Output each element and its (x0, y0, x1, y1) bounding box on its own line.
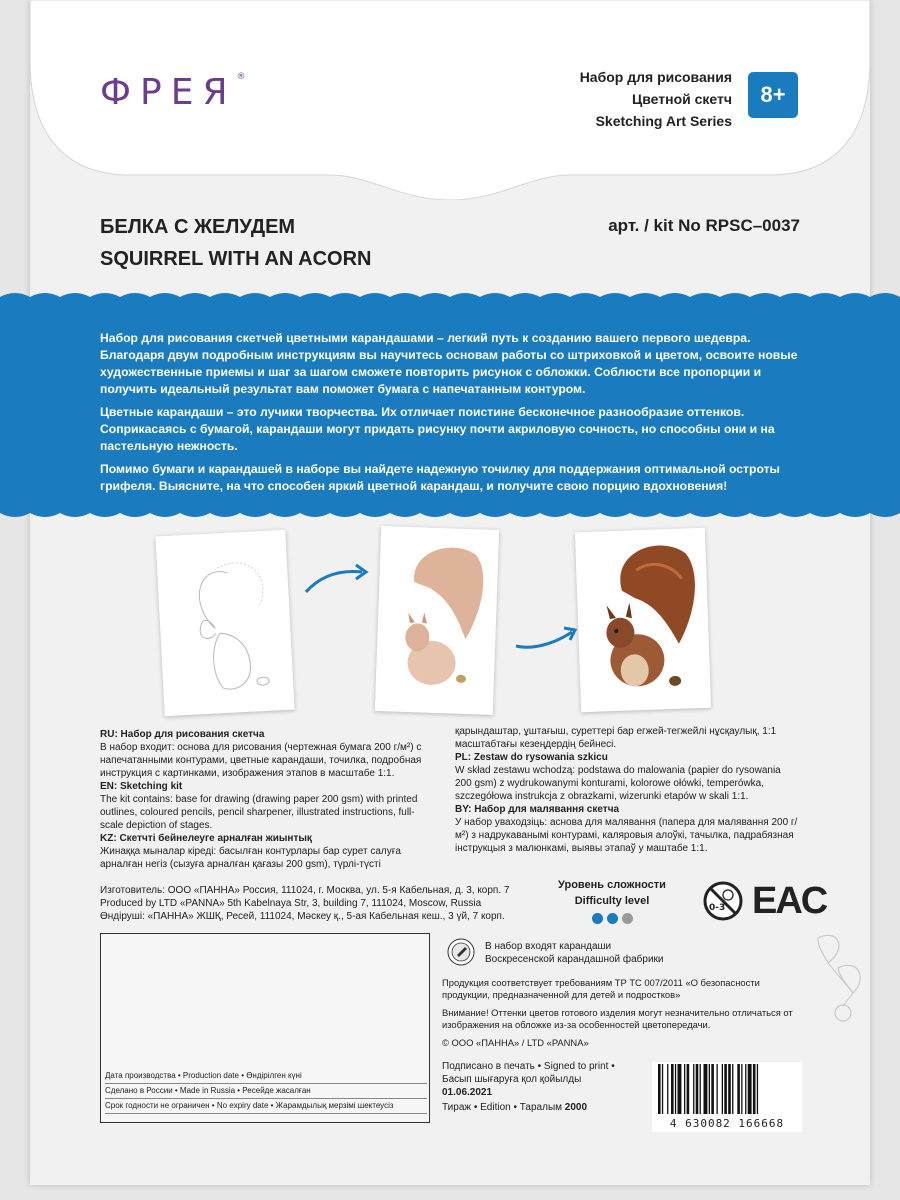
arrow-1-icon (302, 560, 372, 600)
compliance-info: Продукция соответствует требованиям ТР ТС 007/2011 «О безопасности продукции, предназначенной для детей и подростков» Внимание! Оттенки цветов готового изделия могут незначительно отличаться от изображения на обложке из-за особенностей цветопередачи. © ООО «ПАННА» / LTD «PANNA» (442, 977, 793, 1048)
svg-text:0-3: 0-3 (709, 903, 726, 913)
product-title-ru: БЕЛКА С ЖЕЛУДЕМ (100, 216, 296, 238)
stage-1-outline-image (155, 530, 294, 717)
description (100, 330, 800, 501)
series-name: Набор для рисования Цветной скетч Sketching Art Series (579, 69, 732, 129)
description-p2: Цветные карандаши – это лучики творчества. Их отличает поистине бесконечное разнообразие оттенков. Соприкасаясь с бумагой, карандаши могут придать рисунку почти акриловую сочность, но способны они и на пастельную нежность. (100, 405, 775, 453)
arrow-2-icon (512, 620, 582, 660)
product-title-en: SQUIRREL WITH AN ACORN (100, 248, 372, 270)
brand-logo: ФРЕЯ® (100, 72, 246, 113)
article-number: арт. / kit No RPSC–0037 (608, 216, 800, 235)
difficulty-dot (607, 913, 618, 924)
contents-left: RU: Набор для рисования скетча В набор входит: основа для рисования (чертежная бумага 200 г/м²) с напечатанными контурами, цветные карандаши, точилка, подробная инструкция с картинками, изображения этапов в масштабе 1:1. EN: Sketching kit The kit contains: base for drawing (drawing paper 200 gsm) with printed outlines, coloured pencils, pencil sharpener, illustrated instructions, full-scale depiction of stages. KZ: Скетчті бейнелеуге арналған жиынтық Жинаққа мыналар кіреді: басылған контурлары бар сурет салуға арналған негіз (сызуға арналған қағазы 200 gsm), түрлі-түсті (100, 729, 422, 870)
age-badge: 8+ (748, 72, 798, 118)
stage-3-final-image (575, 528, 711, 712)
edition-info: Тираж • Edition • Таралым 2000 (442, 1102, 588, 1113)
difficulty-level: Уровень сложности Difficulty level (552, 877, 672, 924)
age-warning-icon (702, 880, 744, 922)
production-sticker-area: Дата производства • Production date • Өндірілген күні Сделано в России • Made in Russia • Ресейде жасалған Срок годности не ограничен • No expiry date • Жарамдылық мерзімі шектеусіз (100, 933, 430, 1123)
print-signed-info: Подписано в печать • Signed to print • Басып шығаруға қол қойылды 01.06.2021 (442, 1061, 615, 1098)
difficulty-dot (592, 913, 603, 924)
contents-right: қарындаштар, ұштағыш, суреттері бар егжей-тегжейлі нұсқаулық, 1:1 масштабтағы кезеңдердің бейнесі. PL: Zestaw do rysowania szkicu W skład zestawu wchodzą: podstawa do malowania (papier do rysowania 200 gsm) z wydrukowanymi konturami, kolorowe ołówki, temperówka, szczegółowa instrukcja z obrazkami, wizerunki etapów w skali 1:1. BY: Набор для малявання скетча У набор уваходзіць: аснова для малявання (папера для малявання 200 г/м²) з надрукаванымі контурамі, каляровыя алоўкі, тачылка, падрабязная інструкцыя з малюнкамі, выявы этапаў у маштабе 1:1. (455, 726, 798, 854)
pencil-factory-note: В набор входят карандаши Воскресенской карандашной фабрики (447, 938, 797, 968)
manufacturer-info: Изготовитель: ООО «ПАННА» Россия, 111024, г. Москва, ул. 5-я Кабельная, д. 3, корп. 7 Produced by LTD «PANNA» 5th Kabelnaya Str, 3, building 7, 111024, Moscow, Russia Өндіруші: «ПАННА» ЖШҚ, Ресей, 111024, Мәскеу қ., 5-ая Кабельная кеш., 3 үй, 7 корп. (100, 885, 510, 922)
description-p1: Набор для рисования скетчей цветными карандашами – легкий путь к созданию вашего первого шедевра. Благодаря двум подробным инструкциям вы научитесь основам работы со штриховкой и цветом, освоите новые художественные приемы и шаг за шагом сможете повторить рисунок с обложки. Соблюсти все пропорции и получить идеальный результат вам поможет бумага с напечатанным контуром. (100, 331, 798, 396)
stage-2-partial-image (375, 526, 499, 715)
difficulty-dot (622, 913, 633, 924)
pencil-factory-logo-icon (447, 938, 475, 966)
description-p3: Помимо бумаги и карандашей в наборе вы найдете надежную точилку для поддержания оптимальной остроты грифеля. Выясните, на что способен яркий цветной карандаш, и получите свою порцию вдохновения! (100, 462, 780, 493)
barcode: 4 630082 166668 (652, 1062, 802, 1132)
difficulty-dots (552, 913, 672, 924)
eac-mark: EAC (752, 880, 827, 922)
leaves-decoration-icon (808, 918, 870, 1038)
